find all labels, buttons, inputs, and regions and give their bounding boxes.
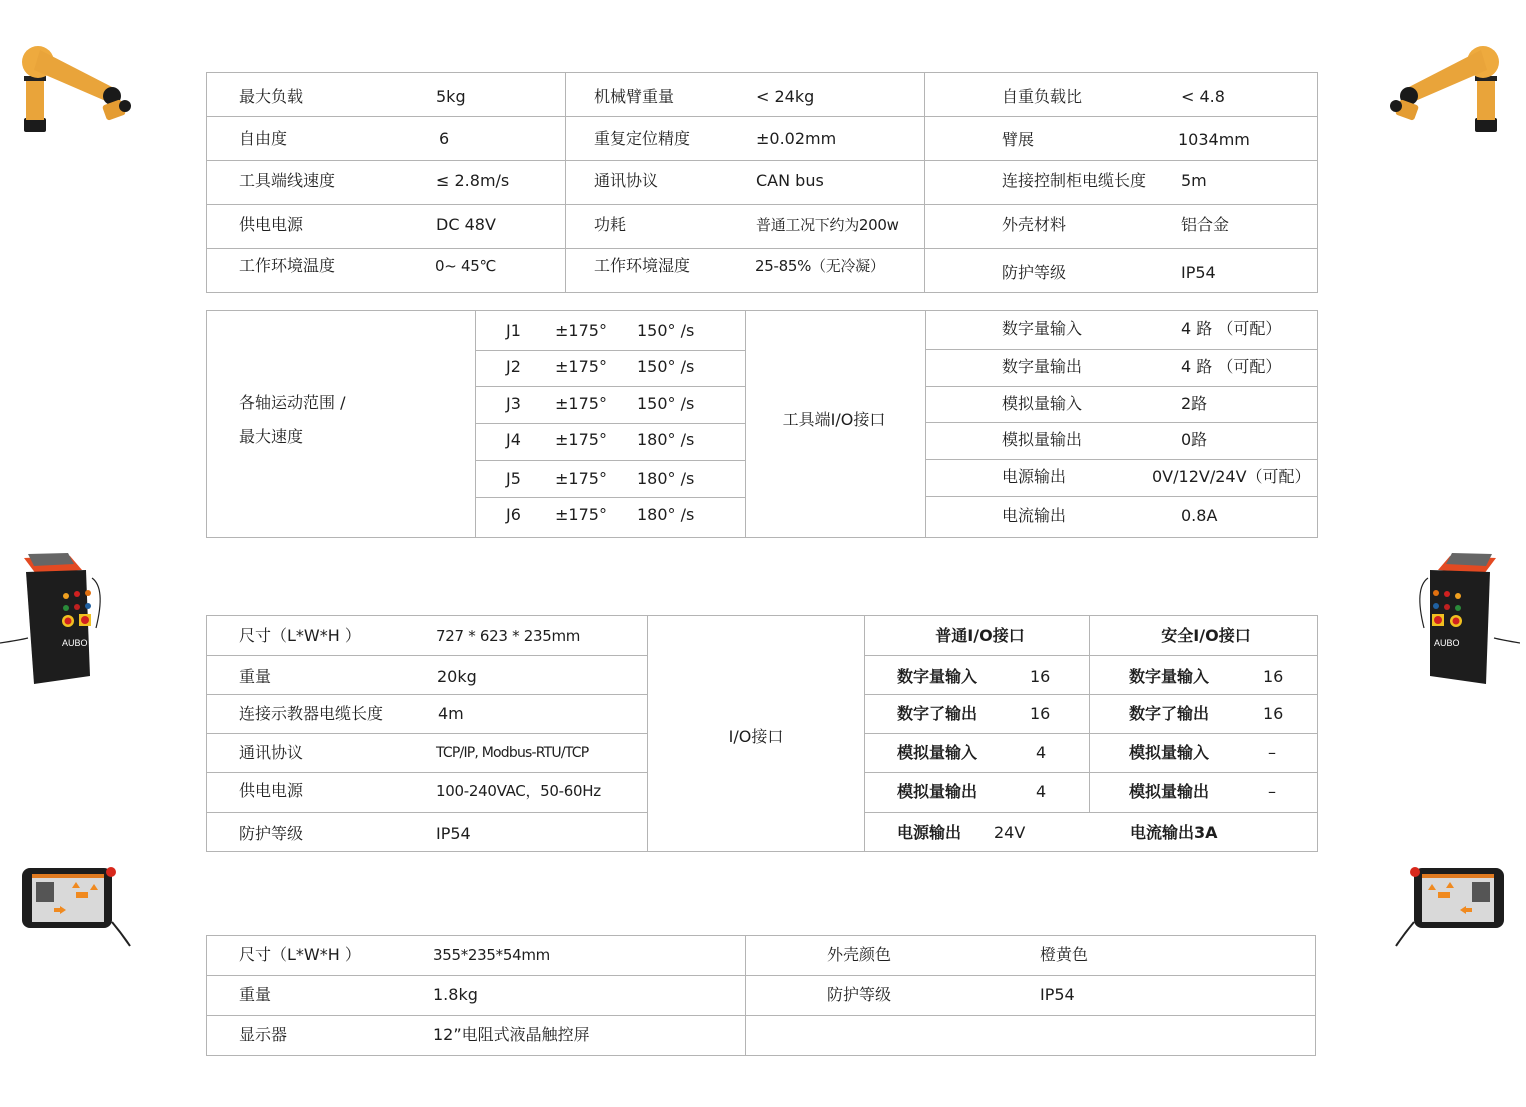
- spec-label: 功耗: [594, 215, 627, 234]
- tool-io-value: 4 路 （可配）: [1181, 319, 1282, 338]
- controller-spec-label: 连接示教器电缆长度: [239, 704, 384, 723]
- svg-text:AUBO: AUBO: [1434, 638, 1460, 648]
- tool-io-value: 4 路 （可配）: [1181, 357, 1282, 376]
- spec-value: 5m: [1181, 171, 1207, 190]
- controller-spec-label: 防护等级: [239, 824, 304, 843]
- general-io-header: 普通I/O接口: [935, 626, 1025, 645]
- col-divider: [924, 72, 925, 293]
- row-divider: [925, 349, 1318, 350]
- joint-name: J3: [506, 394, 521, 413]
- safety-io-label: 数字量输入: [1129, 667, 1210, 686]
- row-divider: [864, 733, 1318, 734]
- spec-label: 机械臂重量: [594, 87, 675, 106]
- spec-label: 连接控制柜电缆长度: [1002, 171, 1147, 190]
- row-divider: [206, 812, 647, 813]
- spec-label: 供电电源: [239, 215, 304, 234]
- joint-speed: 180° /s: [637, 430, 695, 449]
- general-io-label: 模拟量输出: [897, 782, 978, 801]
- row-divider: [475, 497, 745, 498]
- table-border: [206, 310, 1318, 538]
- row-divider: [206, 160, 1318, 161]
- col-divider: [745, 310, 746, 538]
- spec-value: IP54: [1181, 263, 1216, 282]
- controller-spec-value: TCP/IP, Modbus-RTU/TCP: [436, 745, 589, 761]
- spec-value: CAN bus: [756, 171, 824, 190]
- spec-value: < 24kg: [756, 87, 815, 106]
- general-io-value: 16: [1030, 667, 1051, 686]
- spec-label: 工作环境温度: [239, 256, 336, 275]
- joint-speed: 150° /s: [637, 357, 695, 376]
- power-output-label: 电源输出: [897, 823, 962, 842]
- spec-value: 1034mm: [1178, 130, 1250, 149]
- joint-range: ±175°: [555, 469, 607, 488]
- safety-io-value: 16: [1263, 667, 1284, 686]
- spec-value: DC 48V: [436, 215, 496, 234]
- general-io-value: 4: [1036, 743, 1047, 762]
- row-divider: [206, 1015, 1316, 1016]
- controller-spec-label: 重量: [239, 667, 272, 686]
- tool-io-label: 电源输出: [1002, 467, 1067, 486]
- controller-spec-label: 供电电源: [239, 781, 304, 800]
- joint-range: ±175°: [555, 394, 607, 413]
- general-io-value: 16: [1030, 704, 1051, 723]
- row-divider: [206, 733, 647, 734]
- tool-io-label: 模拟量输出: [1002, 430, 1083, 449]
- safety-io-label: 模拟量输入: [1129, 743, 1210, 762]
- spec-label: 最大负载: [239, 87, 304, 106]
- pendant-spec-label: 重量: [239, 985, 272, 1004]
- row-divider: [864, 694, 1318, 695]
- joint-range: ±175°: [555, 430, 607, 449]
- spec-value: 25-85%（无冷凝）: [755, 257, 885, 275]
- tool-io-value: 2路: [1181, 394, 1208, 413]
- row-divider: [475, 423, 745, 424]
- teach-pendant-image-right: [1392, 862, 1512, 952]
- joint-speed: 150° /s: [637, 321, 695, 340]
- pendant-spec-label: 外壳颜色: [827, 945, 892, 964]
- spec-label: 外壳材料: [1002, 215, 1067, 234]
- row-divider: [206, 694, 647, 695]
- tool-io-value: 0.8A: [1181, 506, 1218, 525]
- tool-io-label: 数字量输出: [1002, 357, 1083, 376]
- spec-value: < 4.8: [1181, 87, 1225, 106]
- tool-io-label: 模拟量输入: [1002, 394, 1083, 413]
- pendant-spec-value: 橙黄色: [1040, 945, 1089, 964]
- spec-value: 5kg: [436, 87, 466, 106]
- spec-label: 工具端线速度: [239, 171, 336, 190]
- safety-io-header: 安全I/O接口: [1161, 626, 1251, 645]
- control-cabinet-image-right: [1410, 548, 1520, 693]
- joint-range: ±175°: [555, 357, 607, 376]
- col-divider: [475, 310, 476, 538]
- col-divider: [1089, 615, 1090, 812]
- safety-io-label: 模拟量输出: [1129, 782, 1210, 801]
- teach-pendant-image-left: [14, 862, 134, 952]
- row-divider: [206, 975, 1316, 976]
- io-interface-label: I/O接口: [728, 727, 784, 746]
- controller-spec-label: 尺寸（L*W*H ）: [239, 626, 361, 645]
- robot-arm-image-left: [18, 40, 133, 140]
- row-divider: [475, 460, 745, 461]
- general-io-label: 数字量输入: [897, 667, 978, 686]
- spec-label: 自由度: [239, 129, 288, 148]
- joint-name: J6: [506, 505, 521, 524]
- spec-label: 重复定位精度: [594, 129, 691, 148]
- row-divider: [925, 386, 1318, 387]
- spec-label: 通讯协议: [594, 171, 659, 190]
- controller-spec-label: 通讯协议: [239, 743, 304, 762]
- joint-name: J1: [506, 321, 521, 340]
- row-divider: [864, 812, 1318, 813]
- safety-io-value: 16: [1263, 704, 1284, 723]
- pendant-spec-value: 12”电阻式液晶触控屏: [433, 1025, 590, 1044]
- row-divider: [864, 772, 1318, 773]
- general-io-label: 模拟量输入: [897, 743, 978, 762]
- spec-value: 6: [439, 129, 450, 148]
- joint-name: J4: [506, 430, 521, 449]
- row-divider: [864, 655, 1318, 656]
- current-output: 电流输出3A: [1130, 823, 1218, 842]
- spec-label: 自重负载比: [1002, 87, 1083, 106]
- tool-io-label: 数字量输入: [1002, 319, 1083, 338]
- col-divider: [925, 310, 926, 538]
- col-divider: [565, 72, 566, 293]
- tool-io-value: 0V/12V/24V（可配）: [1152, 467, 1311, 486]
- controller-spec-value: 20kg: [437, 667, 477, 686]
- tool-io-value: 0路: [1181, 430, 1208, 449]
- row-divider: [206, 248, 1318, 249]
- safety-io-label: 数字了输出: [1129, 704, 1210, 723]
- row-divider: [206, 655, 647, 656]
- joint-range: ±175°: [555, 505, 607, 524]
- joint-name: J5: [506, 469, 521, 488]
- row-divider: [925, 422, 1318, 423]
- svg-text:AUBO: AUBO: [62, 638, 88, 648]
- spec-label: 防护等级: [1002, 263, 1067, 282]
- controller-spec-value: IP54: [436, 824, 471, 843]
- row-divider: [475, 350, 745, 351]
- joint-speed: 180° /s: [637, 505, 695, 524]
- safety-io-value: –: [1268, 782, 1276, 801]
- tool-io-label: 电流输出: [1002, 506, 1067, 525]
- safety-io-value: –: [1268, 743, 1276, 762]
- spec-value: 0~ 45℃: [435, 257, 497, 275]
- row-divider: [206, 772, 647, 773]
- joint-name: J2: [506, 357, 521, 376]
- controller-spec-value: 727 * 623 * 235mm: [436, 627, 581, 645]
- robot-arm-image-right: [1388, 40, 1503, 140]
- joint-range: ±175°: [555, 321, 607, 340]
- max-speed-label: 最大速度: [239, 427, 304, 446]
- spec-value: 铝合金: [1181, 215, 1230, 234]
- spec-value: ±0.02mm: [756, 129, 837, 148]
- row-divider: [475, 386, 745, 387]
- pendant-spec-label: 显示器: [239, 1025, 288, 1044]
- spec-value: ≤ 2.8m/s: [436, 171, 510, 190]
- joint-range-label: 各轴运动范围 /: [239, 393, 346, 412]
- row-divider: [206, 116, 1318, 117]
- pendant-spec-value: IP54: [1040, 985, 1075, 1004]
- tool-io-label: 工具端I/O接口: [782, 410, 886, 429]
- col-divider: [647, 615, 648, 852]
- col-divider: [745, 935, 746, 1056]
- controller-spec-value: 4m: [438, 704, 464, 723]
- row-divider: [206, 204, 1318, 205]
- pendant-spec-label: 尺寸（L*W*H ）: [239, 945, 361, 964]
- row-divider: [925, 496, 1318, 497]
- spec-value: 普通工况下约为200w: [756, 216, 899, 234]
- joint-speed: 180° /s: [637, 469, 695, 488]
- power-output-value: 24V: [994, 823, 1026, 842]
- controller-spec-value: 100-240VAC，50-60Hz: [436, 782, 601, 800]
- row-divider: [925, 459, 1318, 460]
- table-border: [206, 935, 1316, 1056]
- control-cabinet-image-left: [0, 548, 110, 693]
- general-io-label: 数字了输出: [897, 704, 978, 723]
- joint-speed: 150° /s: [637, 394, 695, 413]
- spec-label: 臂展: [1002, 130, 1035, 149]
- spec-label: 工作环境湿度: [594, 256, 691, 275]
- general-io-value: 4: [1036, 782, 1047, 801]
- pendant-spec-value: 1.8kg: [433, 985, 478, 1004]
- pendant-spec-value: 355*235*54mm: [433, 946, 550, 964]
- pendant-spec-label: 防护等级: [827, 985, 892, 1004]
